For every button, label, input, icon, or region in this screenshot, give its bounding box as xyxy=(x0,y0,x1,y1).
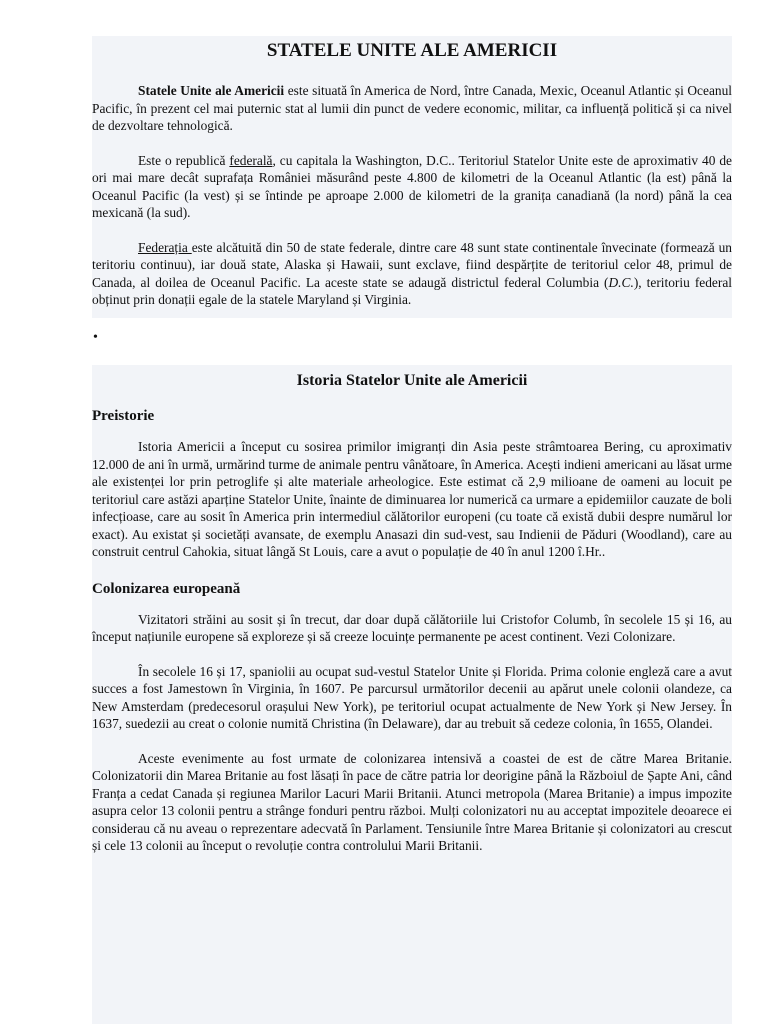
federala-link[interactable]: federală xyxy=(229,152,273,168)
heading-preistorie: Preistorie xyxy=(92,408,155,424)
history-section xyxy=(92,365,732,1024)
heading-colonizare: Colonizarea europeană xyxy=(92,580,241,597)
federatia-link[interactable]: Federația xyxy=(138,239,192,255)
colonizare-paragraph-2: În secolele 16 și 17, spaniolii au ocupat sud-vestul Statelor Unite și Florida. Prima colonie engleză care a avut succes a fost Jamestown în Virginia, în 1607. Pe parcursul următorilor decenii au apărut unele colonii olandeze, ca New Amsterdam (predecesorul orașului New York), pe teritoriul ocupat actualmente de New York și New Jersey. În 1637, suedezii au creat o colonie numită Christina (în Delaware), dar au trebuit să cedeze colonia, în 1655, Olandei. xyxy=(92,663,732,731)
bullet-point: • xyxy=(93,330,98,345)
colonizare-paragraph-3: Aceste evenimente au fost urmate de colonizarea intensivă a coastei de est de către Marea Britanie. Colonizatorii din Marea Britanie au fost lăsați în pace de către patria lor deorigine până la Războiul de Șapte Ani, când Franța a cedat Canada și regiunea Marilor Lacuri Marii Britanii. Atunci metropola (Marea Britanie) a impus impozite asupra celor 13 colonii pentru a strânge fonduri pentru război. Mulți colonizatori nu au acceptat impozitele deoarece ei considerau că nu aveau o reprezentare adecvată în Parlament. Tensiunile între Marea Britanie și colonizatori au crescut și cele 13 colonii au început o revoluție contra controlului Marii Britanii. xyxy=(92,750,732,853)
preistorie-paragraph: Istoria Americii a început cu sosirea primilor imigranți din Asia peste strâmtoarea Bering, cu aproximativ 12.000 de ani în urmă, urmărind turme de animale pentru vânătoare, în America. Acești indieni americani au lăsat urme ale existenței lor prin petroglife și alte materiale arheologice. Este estimat că 2,9 milioane de oameni au locuit pe teritoriul care astăzi aparține Statelor Unite, înainte de diminuarea lor numerică ca urmare a epidemiilor cauzate de boli infecțioase, care au sosit în America prin intermediul călătorilor europeni (cu toate că există dubii despre numărul lor exact). Au existat și societăți avansate, de exemplu Anasazi din sud-vest, sau Indienii de Păduri (Woodland), care au construit centrul Cahokia, situat lângă St Louis, care a avut o populație de 40 în anul 1200 î.Hr.. xyxy=(92,439,732,559)
colonizare-paragraph-1: Vizitatori străini au sosit și în trecut, dar doar după călătoriile lui Cristofor Columb, în secolele 15 și 16, au început națiunile europene să exploreze și să creeze locuințe permanente pe acest continent. Vezi Colonizare. xyxy=(92,611,732,644)
intro-paragraph-3: Federația este alcătuită din 50 de state federale, dintre care 48 sunt state continentale învecinate (formează un teritoriu continuu), iar două state, Alaska și Hawaii, sunt exclave, fiind despărțite de teritoriul celor 48, primul de Canada, al doilea de Oceanul Pacific. La aceste state se adaugă districtul federal Columbia (D.C.), teritoriu federal obținut prin donații egale de la statele Maryland și Virginia. xyxy=(92,239,733,307)
page-title: STATELE UNITE ALE AMERICII xyxy=(266,40,558,61)
history-title: Istoria Statelor Unite ale Americii xyxy=(296,372,528,389)
intro-section xyxy=(92,36,732,318)
country-name-bold: Statele Unite ale Americii xyxy=(138,83,285,98)
intro-paragraph-2: Este o republică federală, cu capitala la Washington, D.C.. Teritoriul Statelor Unite este de aproximativ 40 de ori mai mare decât suprafața României măsurând peste 4.800 de kilometri de la Oceanul Atlantic (la est) până la Oceanul Pacific (la vest) și se întinde pe aproape 2.000 de kilometri de la granița canadiană (la nord) până la cea mexicană (la sud). xyxy=(92,152,733,220)
intro-paragraph-1: Statele Unite ale Americii este situată în America de Nord, între Canada, Mexic, Oceanul Atlantic și Oceanul Pacific, în prezent cel mai puternic stat al lumii din punct de vedere economic, militar, ca influență politică și ca nivel de dezvoltare tehnologică. xyxy=(92,83,733,133)
